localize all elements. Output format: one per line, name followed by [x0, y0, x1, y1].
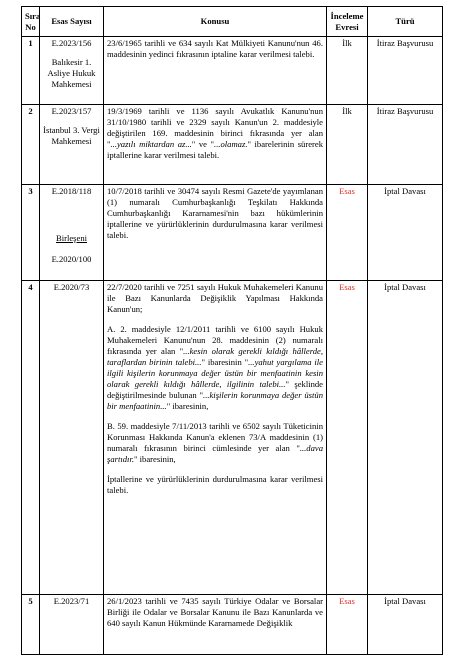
- row-inceleme: Esas: [327, 281, 368, 595]
- row-no: 5: [22, 595, 40, 655]
- merged-esas-number: E.2020/100: [51, 254, 92, 264]
- header-turu: Türü: [368, 7, 443, 37]
- cases-table: [21, 6, 443, 655]
- table-row: [22, 37, 443, 105]
- table-row: [22, 105, 443, 185]
- row-inceleme: İlk: [327, 105, 368, 185]
- row-konusu: 10/7/2018 tarihli ve 30474 sayılı Resmi Gazete'de yayımlanan (1) numaralı Cumhurbaşkanlığı Teşkilatı Hakkında Cumhurbaşkanlığı Kararnamesi'nin bazı hükümlerinin iptallerine ve yürürlüklerinin durdurulmasına karar verilmesi talebi.: [104, 185, 327, 281]
- header-konusu: Konusu: [104, 7, 327, 37]
- row-no: 3: [22, 185, 40, 281]
- row-no: 2: [22, 105, 40, 185]
- esas-number: E.2023/157: [51, 106, 92, 116]
- table-row: [22, 281, 443, 595]
- konusu-paragraph-b: B. 59. maddesiyle 7/11/2013 tarihli ve 6502 sayılı Tüketicinin Korunması Hakkında Kanun'a eklenen 73/A maddesinin (1) numaralı fıkrasının birinci cümlesinde yer alan "...dava şartıdır." ibaresinin,: [107, 421, 323, 464]
- konusu-paragraph-a: A. 2. maddesiyle 12/1/2011 tarihli ve 6100 sayılı Hukuk Muhakemeleri Kanunu'nun 28. maddesinin (2) numaralı fıkrasında yer alan "...kesin olarak gerekli kıldığı hâllerde, taraflardan birinin talebi..." ibaresinin "...yahut yargılama ile ilgili kişilerin korunmaya değer üstün bir menfaatinin kesin olarak gerekli kıldığı hâllerde, ilgilinin talebi..." şeklinde değiştirilmesinde bulunan "...kişilerin korunmaya değer üstün bir menfaatinin..." ibaresinin,: [107, 324, 324, 411]
- header-no: Sıra No: [22, 7, 40, 37]
- konusu-paragraph: 22/7/2020 tarihli ve 7251 sayılı Hukuk Muhakemeleri Kanunu ile Bazı Kanunlarda Değişiklik Yapılması Hakkında Kanun'un;: [107, 282, 323, 314]
- table-row: [22, 185, 443, 281]
- row-turu: İtiraz Başvurusu: [368, 37, 443, 105]
- row-konusu: 26/1/2023 tarihli ve 7435 sayılı Türkiye Odalar ve Borsalar Birliği ile Odalar ve Borsalar Kanunu ile Bazı Kanunlarda ve 640 sayılı Kanun Hükmünde Kararnamede Değişiklik: [104, 595, 327, 655]
- row-esas: E.2023/71: [40, 595, 104, 655]
- row-turu: İptal Davası: [368, 595, 443, 655]
- court-name: Balıkesir 1. Asliye Hukuk Mahkemesi: [47, 57, 96, 89]
- konusu-paragraph-final: İptallerine ve yürürlüklerinin durdurulmasına karar verilmesi talebi.: [107, 474, 323, 495]
- esas-number: E.2023/156: [51, 38, 92, 48]
- row-inceleme: İlk: [327, 37, 368, 105]
- merged-label: Birleşeni: [55, 233, 88, 243]
- row-no: 4: [22, 281, 40, 595]
- esas-number: E.2018/118: [51, 186, 92, 196]
- header-inceleme: İnceleme Evresi: [327, 7, 368, 37]
- court-name: İstanbul 3. Vergi Mahkemesi: [43, 125, 100, 146]
- row-konusu: [104, 281, 327, 595]
- header-row: [22, 7, 443, 37]
- row-inceleme: Esas: [327, 595, 368, 655]
- row-esas: [40, 105, 104, 185]
- row-konusu: 19/3/1969 tarihli ve 1136 sayılı Avukatlık Kanunu'nun 31/10/1980 tarihli ve 2329 sayılı Kanun'un 2. maddesiyle değiştirilen 169. maddesinin birinci fıkrasında yer alan "...yazılı miktardan az..." ve "...olamaz." ibarelerinin sürerek iptallerine karar verilmesi talebi.: [104, 105, 327, 185]
- row-no: 1: [22, 37, 40, 105]
- row-inceleme: Esas: [327, 185, 368, 281]
- row-turu: İptal Davası: [368, 281, 443, 595]
- table-row: [22, 595, 443, 655]
- row-konusu: 23/6/1965 tarihli ve 634 sayılı Kat Mülkiyeti Kanunu'nun 46. maddesinin yedinci fıkrasının iptaline karar verilmesi talebi.: [104, 37, 327, 105]
- header-esas: Esas Sayısı: [40, 7, 104, 37]
- row-turu: İtiraz Başvurusu: [368, 105, 443, 185]
- row-esas: [40, 185, 104, 281]
- row-turu: İptal Davası: [368, 185, 443, 281]
- row-esas: E.2020/73: [40, 281, 104, 595]
- row-esas: [40, 37, 104, 105]
